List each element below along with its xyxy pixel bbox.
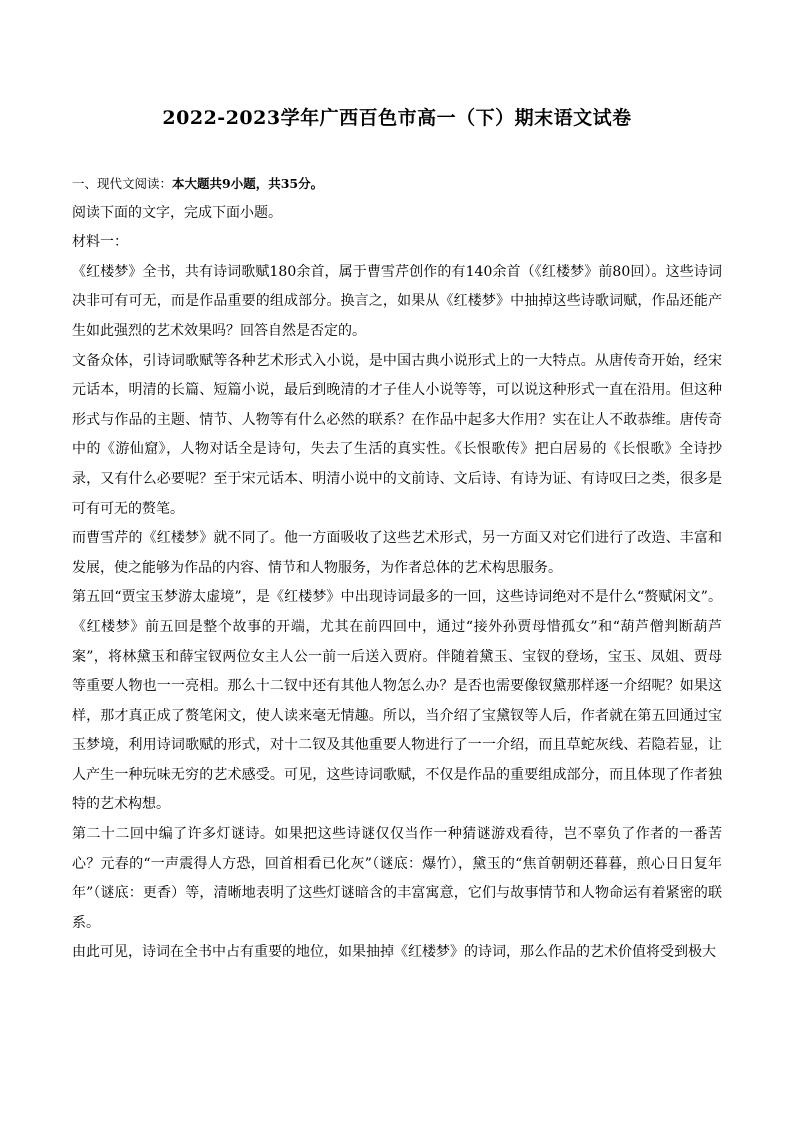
paragraph: 由此可见，诗词在全书中占有重要的地位，如果抽掉《红楼梦》的诗词，那么作品的艺术价值将受到极大: [72, 944, 716, 961]
document-body: [72, 169, 722, 968]
reading-instruction: 阅读下面的文字，完成下面小题。: [72, 204, 282, 221]
exam-title: 2022-2023学年广西百色市高一（下）期末语文试卷: [162, 107, 632, 129]
paragraph: 第二十二回中编了许多灯谜诗。如果把这些诗谜仅仅当作一种猜谜游戏看待，岂不辜负了作者的一番苦心？元春的“一声震得人方恐，回首相看已化灰”（谜底：爆竹），黛玉的“焦首朝朝还暮暮，煎心日日复年年”（谜底：更香）等，清晰地表明了这些灯谜暗含的丰富寓意，它们与故事情节和人物命运有着紧密的联系。: [72, 826, 722, 931]
section-heading: [72, 169, 722, 199]
section-prefix: 一、现代文阅读：: [72, 176, 173, 191]
section-info: 本大题共9小题，共35分。: [172, 176, 324, 191]
material-label: 材料一：: [72, 234, 128, 251]
paragraph: 文备众体，引诗词歌赋等各种艺术形式入小说，是中国古典小说形式上的一大特点。从唐传奇开始，经宋元话本，明清的长篇、短篇小说，最后到晚清的才子佳人小说等等，可以说这种形式一直在沿用。但这种形式与作品的主题、情节、人物等有什么必然的联系？在作品中起多大作用？实在让人不敢恭维。唐传奇中的《游仙窟》，人物对话全是诗句，失去了生活的真实性。《长恨歌传》把白居易的《长恨歌》全诗抄录，又有什么必要呢？至于宋元话本、明清小说中的文前诗、文后诗、有诗为证、有诗叹曰之类，很多是可有可无的赘笔。: [72, 352, 722, 517]
paragraph: 第五回“贾宝玉梦游太虚境”，是《红楼梦》中出现诗词最多的一回，这些诗词绝对不是什么“赘赋闲文”。《红楼梦》前五回是整个故事的开端，尤其在前四回中，通过“接外孙贾母惜孤女”和“葫芦僧判断葫芦案”，将林黛玉和薛宝钗两位女主人公一前一后送入贾府。伴随着黛玉、宝钗的登场，宝玉、凤姐、贾母等重要人物也一一亮相。那么十二钗中还有其他人物怎么办？是否也需要像钗黛那样逐一介绍呢？如果这样，那才真正成了赘笔闲文，使人读来毫无情趣。所以，当介绍了宝黛钗等人后，作者就在第五回通过宝玉梦境，利用诗词歌赋的形式，对十二钗及其他重要人物进行了一一介绍，而且草蛇灰线、若隐若显，让人产生一种玩味无穷的艺术感受。可见，这些诗词歌赋，不仅是作品的重要组成部分，而且体现了作者独特的艺术构想。: [72, 589, 722, 813]
paragraph: 而曹雪芹的《红楼梦》就不同了。他一方面吸收了这些艺术形式，另一方面又对它们进行了改造、丰富和发展，使之能够为作品的内容、情节和人物服务，为作者总体的艺术构思服务。: [72, 530, 722, 576]
paragraph: 《红楼梦》全书，共有诗词歌赋180余首，属于曹雪芹创作的有140余首（《红楼梦》前80回）。这些诗词决非可有可无，而是作品重要的组成部分。换言之，如果从《红楼梦》中抽掉这些诗歌词赋，作品还能产生如此强烈的艺术效果吗？回答自然是否定的。: [72, 263, 722, 339]
